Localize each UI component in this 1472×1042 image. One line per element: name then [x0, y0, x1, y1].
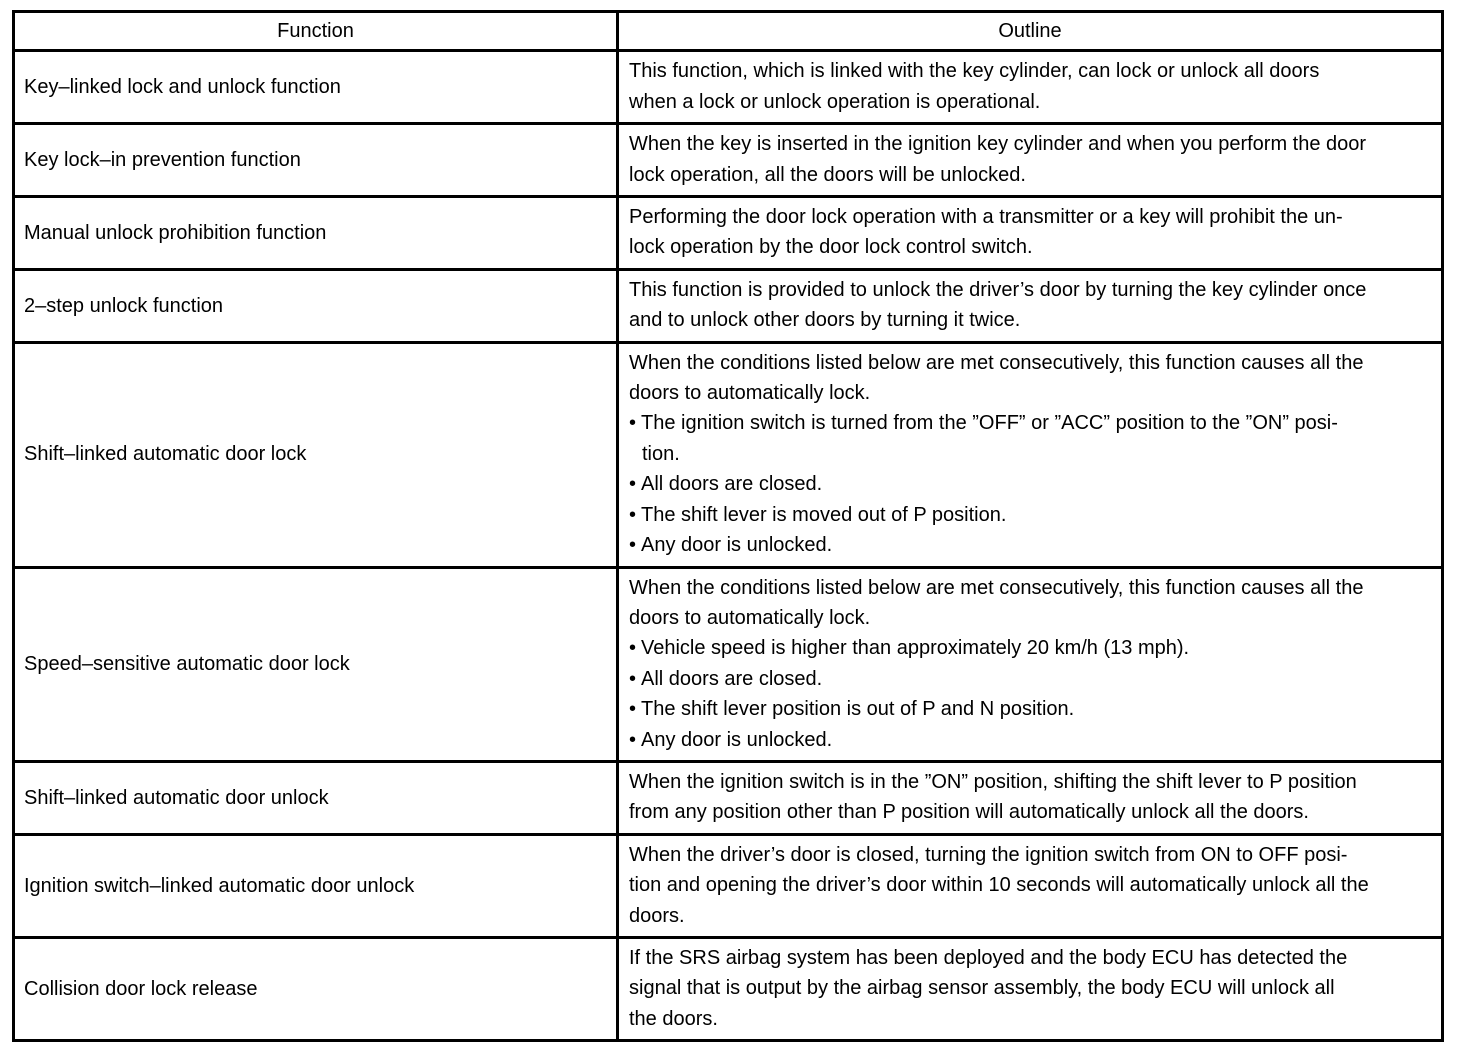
outline-line: This function, which is linked with the key cylinder, can lock or unlock all doors	[629, 60, 1320, 83]
function-cell: Ignition switch–linked automatic door unlock	[15, 836, 619, 936]
bullet-dot-icon: •	[629, 637, 637, 660]
bullet-item	[629, 725, 1433, 755]
outline-cell	[619, 344, 1441, 566]
outline-cell	[619, 198, 1441, 268]
table-row	[15, 198, 1441, 271]
outline-line: When the driver’s door is closed, turning the ignition switch from ON to OFF posi-	[629, 843, 1348, 866]
outline-cell	[619, 271, 1441, 341]
outline-cell	[619, 836, 1441, 936]
table-row	[15, 569, 1441, 763]
outline-cell	[619, 569, 1441, 760]
bullet-text: The shift lever position is out of P and N position.	[641, 698, 1075, 721]
outline-line: This function is provided to unlock the driver’s door by turning the key cylinder once	[629, 278, 1367, 301]
bullet-item	[629, 469, 1433, 499]
bullet-dot-icon: •	[629, 503, 637, 526]
outline-line: lock operation by the door lock control switch.	[629, 236, 1033, 259]
table-row	[15, 52, 1441, 125]
bullet-item	[629, 664, 1433, 694]
bullet-text: The ignition switch is turned from the ”OFF” or ”ACC” position to the ”ON” posi-	[641, 412, 1338, 435]
outline-line: from any position other than P position will automatically unlock all the doors.	[629, 801, 1309, 824]
function-cell: Key–linked lock and unlock function	[15, 52, 619, 122]
outline-line: doors to automatically lock.	[629, 382, 871, 405]
bullet-item	[629, 633, 1433, 663]
bullet-text: All doors are closed.	[641, 667, 823, 690]
table-row	[15, 836, 1441, 939]
bullet-dot-icon: •	[629, 473, 637, 496]
table-header-row	[15, 13, 1441, 52]
outline-line: When the conditions listed below are met consecutively, this function causes all the	[629, 576, 1364, 599]
outline-line: tion and opening the driver’s door within 10 seconds will automatically unlock all the	[629, 874, 1369, 897]
bullet-item	[629, 500, 1433, 530]
table-row	[15, 125, 1441, 198]
table-row	[15, 271, 1441, 344]
function-cell: Speed–sensitive automatic door lock	[15, 569, 619, 760]
table-row	[15, 344, 1441, 569]
outline-line: when a lock or unlock operation is operational.	[629, 90, 1041, 113]
function-cell: 2–step unlock function	[15, 271, 619, 341]
bullet-dot-icon: •	[629, 412, 637, 435]
bullet-continuation: tion.	[642, 442, 680, 465]
bullet-dot-icon: •	[629, 728, 637, 751]
outline-line: signal that is output by the airbag sensor assembly, the body ECU will unlock all	[629, 977, 1335, 1000]
outline-line: the doors.	[629, 1007, 718, 1030]
bullet-dot-icon: •	[629, 667, 637, 690]
header-outline: Outline	[998, 20, 1062, 42]
outline-cell	[619, 939, 1441, 1039]
outline-line: doors.	[629, 904, 685, 927]
outline-line: When the key is inserted in the ignition key cylinder and when you perform the door	[629, 133, 1367, 156]
bullet-item	[629, 530, 1433, 560]
function-cell: Shift–linked automatic door unlock	[15, 763, 619, 833]
bullet-text: The shift lever is moved out of P position.	[641, 503, 1007, 526]
bullet-dot-icon: •	[629, 534, 637, 557]
function-cell: Key lock–in prevention function	[15, 125, 619, 195]
function-outline-table	[12, 10, 1444, 1042]
function-cell: Manual unlock prohibition function	[15, 198, 619, 268]
function-cell: Collision door lock release	[15, 939, 619, 1039]
table-row	[15, 939, 1441, 1042]
bullet-item	[629, 694, 1433, 724]
outline-line: When the ignition switch is in the ”ON” position, shifting the shift lever to P position	[629, 770, 1357, 793]
bullet-text: Vehicle speed is higher than approximately 20 km/h (13 mph).	[641, 637, 1190, 660]
outline-cell	[619, 763, 1441, 833]
outline-line: lock operation, all the doors will be unlocked.	[629, 163, 1026, 186]
outline-line: doors to automatically lock.	[629, 606, 871, 629]
bullet-text: Any door is unlocked.	[641, 534, 833, 557]
bullet-item	[629, 408, 1433, 438]
table-row	[15, 763, 1441, 836]
outline-line: Performing the door lock operation with a transmitter or a key will prohibit the un-	[629, 206, 1343, 229]
bullet-dot-icon: •	[629, 698, 637, 721]
header-function: Function	[15, 13, 619, 49]
outline-line: When the conditions listed below are met consecutively, this function causes all the	[629, 351, 1364, 374]
outline-cell	[619, 125, 1441, 195]
outline-line: If the SRS airbag system has been deployed and the body ECU has detected the	[629, 946, 1348, 969]
bullet-text: Any door is unlocked.	[641, 728, 833, 751]
outline-cell	[619, 52, 1441, 122]
function-cell: Shift–linked automatic door lock	[15, 344, 619, 566]
bullet-text: All doors are closed.	[641, 473, 823, 496]
outline-line: and to unlock other doors by turning it twice.	[629, 309, 1021, 332]
